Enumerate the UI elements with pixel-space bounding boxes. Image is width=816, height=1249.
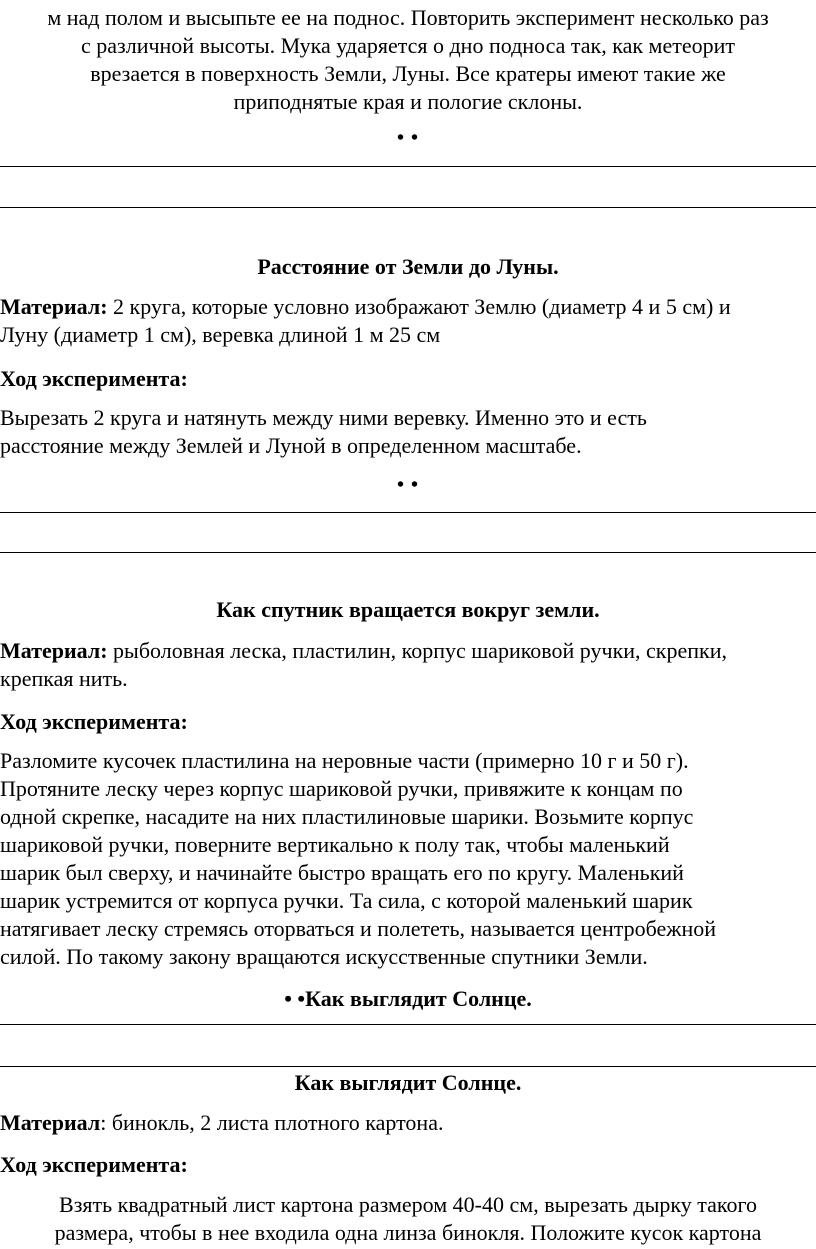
section-title-satellite: Как спутник вращается вокруг земли.	[216, 597, 600, 622]
bullet-separator: • •	[396, 127, 419, 149]
divider-line	[0, 1066, 816, 1067]
divider-line	[0, 207, 816, 208]
process-paragraph	[0, 747, 816, 971]
intro-line: врезается в поверхность Земли, Луны. Все кратеры имеют такие же	[90, 61, 726, 86]
intro-line: с различной высоты. Мука ударяется о дно подноса так, как метеорит	[81, 33, 735, 58]
process-line: Вырезать 2 круга и натянуть между ними веревку. Именно это и есть	[0, 405, 647, 430]
process-line: Разломите кусочек пластилина на неровные части (примерно 10 г и 50 г).	[0, 748, 689, 773]
process-paragraph	[0, 1191, 816, 1247]
process-line: шариковой ручки, поверните вертикально к полу так, чтобы маленький	[0, 832, 670, 857]
process-label: Ход эксперимента:	[0, 1152, 188, 1177]
material-paragraph	[0, 293, 816, 349]
intro-line: приподнятые края и пологие склоны.	[233, 89, 583, 114]
process-line: расстояние между Землей и Луной в определенном масштабе.	[0, 433, 582, 458]
intro-paragraph	[0, 4, 816, 116]
divider-line	[0, 166, 816, 167]
divider-line	[0, 552, 816, 553]
process-line: размера, чтобы в нее входила одна линза бинокля. Положите кусок картона	[54, 1220, 762, 1245]
process-line: натягивает леску стремясь оторваться и полететь, называется центробежной	[0, 916, 717, 941]
process-label: Ход эксперимента:	[0, 709, 188, 734]
section-title-sun: Как выглядит Солнце.	[294, 1070, 522, 1095]
material-paragraph	[0, 1109, 816, 1137]
divider-line	[0, 1024, 816, 1025]
process-label: Ход эксперимента:	[0, 366, 188, 391]
material-label: Материал:	[0, 294, 108, 319]
material-text: крепкая нить.	[0, 666, 128, 691]
material-text: 2 круга, которые условно изображают Землю (диаметр 4 и 5 см) и	[107, 294, 731, 319]
process-paragraph	[0, 404, 816, 460]
material-label: Материал	[0, 1110, 101, 1135]
material-label: Материал:	[0, 638, 108, 663]
material-text: Луну (диаметр 1 см), веревка длиной 1 м 25 см	[0, 322, 441, 347]
process-line: шарик был сверху, и начинайте быстро вращать его по кругу. Маленький	[0, 860, 684, 885]
material-paragraph	[0, 637, 816, 693]
process-line: Протяните леску через корпус шариковой ручки, привяжите к концам по	[0, 776, 683, 801]
process-line: Взять квадратный лист картона размером 40-40 см, вырезать дырку такого	[59, 1192, 757, 1217]
process-line: одной скрепке, насадите на них пластилиновые шарики. Возьмите корпус	[0, 804, 694, 829]
process-line: шарик устремится от корпуса ручки. Та сила, с которой маленький шарик	[0, 888, 693, 913]
bullet-heading: • •Как выглядит Солнце.	[284, 986, 532, 1011]
intro-line: м над полом и высыпьте ее на поднос. Повторить эксперимент несколько раз	[47, 5, 769, 30]
divider-line	[0, 512, 816, 513]
section-title-earth-moon-distance: Расстояние от Земли до Луны.	[257, 254, 559, 279]
process-line: силой. По такому закону вращаются искусственные спутники Земли.	[0, 944, 648, 969]
material-text: : бинокль, 2 листа плотного картона.	[100, 1110, 444, 1135]
material-text: рыболовная леска, пластилин, корпус шариковой ручки, скрепки,	[107, 638, 727, 663]
bullet-separator: • •	[396, 474, 419, 496]
